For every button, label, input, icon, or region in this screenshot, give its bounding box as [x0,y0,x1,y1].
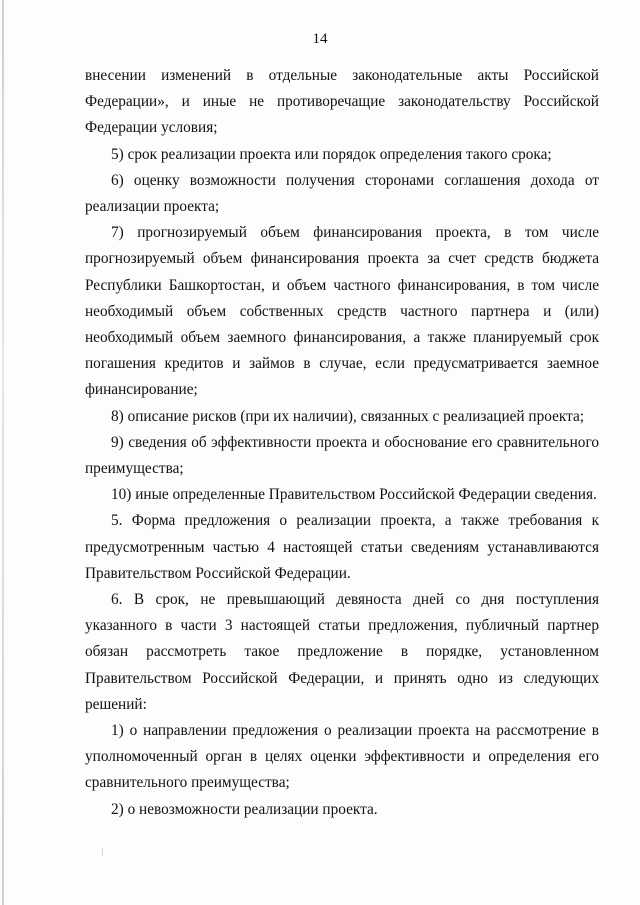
paragraph-continuation: внесении изменений в отдельные законодательные акты Российской Федерации», и иные не противоречащие законодательству Российской Федерации условия; [85,67,599,137]
scan-artifact [102,848,103,856]
paragraph-item-7: 7) прогнозируемый объем финансирования проекта, в том числе прогнозируемый объем финансирования проекта за счет средств бюджета Республики Башкортостан, и объем частного финансирования, в том числе необходимый объем собственных средств частного партнера и (или) необходимый объем заемного финансирования, а также планируемый срок погашения кредитов и займов в случае, если предусматривается заемное финансирование; [85,224,599,399]
document-body [85,63,599,823]
paragraph-item-5: 5) срок реализации проекта или порядок определения такого срока; [111,145,552,163]
paragraph-clause-5: 5. Форма предложения о реализации проекта, а также требования к предусмотренным частью 4 настоящей статьи сведениям устанавливаются Правительством Российской Федерации. [85,512,599,582]
paragraph-decision-1: 1) о направлении предложения о реализации проекта на рассмотрение в уполномоченный орган в целях оценки эффективности и определения его сравнительного преимущества; [85,722,599,792]
paragraph-clause-6: 6. В срок, не превышающий девяноста дней со дня поступления указанного в части 3 настоящей статьи предложения, публичный партнер обязан рассмотреть такое предложение в порядке, установленном Правительством Российской Федерации, и принять одно из следующих решений: [85,591,599,713]
page-number: 14 [312,31,328,47]
paragraph-item-8: 8) описание рисков (при их наличии), связанных с реализацией проекта; [111,407,585,425]
scan-edge [2,0,4,905]
paragraph-item-10: 10) иные определенные Правительством Российской Федерации сведения. [111,486,597,504]
paragraph-item-6: 6) оценку возможности получения сторонами соглашения дохода от реализации проекта; [85,171,599,216]
paragraph-item-9: 9) сведения об эффективности проекта и обоснование его сравнительного преимущества; [85,433,599,478]
paragraph-decision-2: 2) о невозможности реализации проекта. [111,800,378,818]
